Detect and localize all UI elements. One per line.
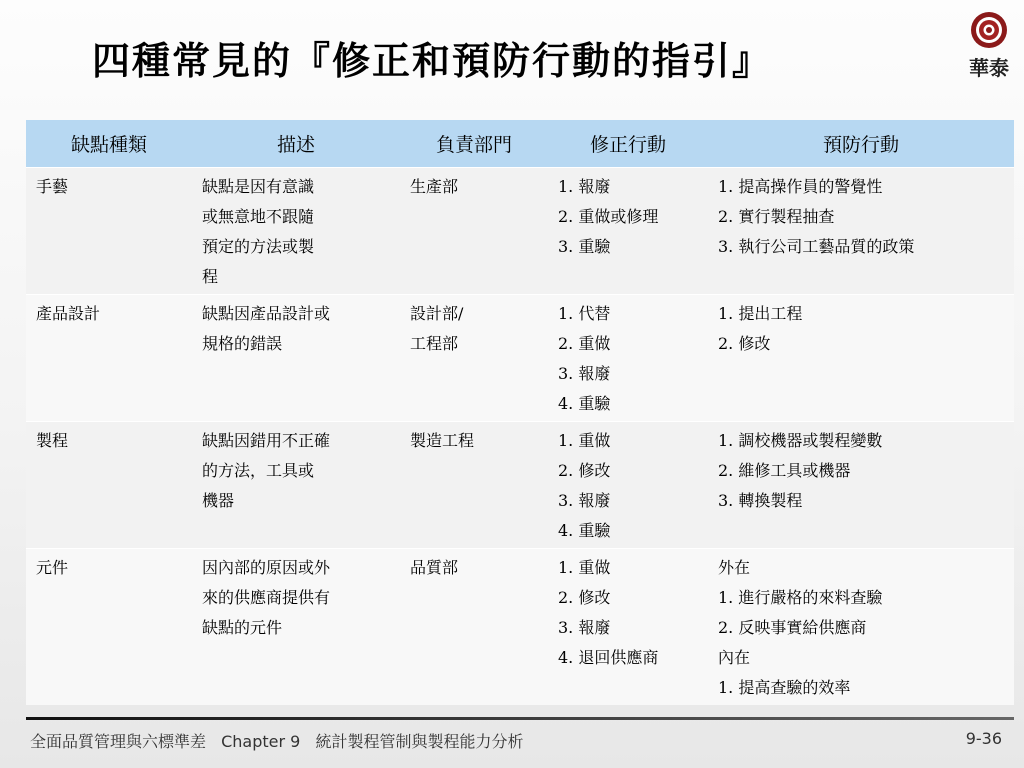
preventive-action-line: 2. 反映事實給供應商 xyxy=(718,618,867,637)
table-body xyxy=(26,168,1014,706)
preventive-action-line: 外在 xyxy=(718,558,751,577)
description-cell xyxy=(192,422,400,549)
footer-chapter: Chapter 9 xyxy=(221,732,301,751)
preventive-action-line: 1. 提出工程 xyxy=(718,304,803,323)
table-header-row xyxy=(26,120,1014,168)
footer-left xyxy=(30,729,523,752)
table-row xyxy=(26,549,1014,706)
header-description: 描述 xyxy=(192,120,400,168)
description-line: 預定的方法或製 xyxy=(202,237,315,256)
preventive-action-line: 1. 提高操作員的警覺性 xyxy=(718,177,883,196)
description-line: 來的供應商提供有 xyxy=(202,588,331,607)
corrective-action-line: 3. 報廢 xyxy=(558,491,611,510)
corrective-action-line: 2. 修改 xyxy=(558,588,611,607)
defect-type-line: 製程 xyxy=(36,431,69,450)
corrective-action-line: 4. 重驗 xyxy=(558,521,611,540)
defect-type-cell xyxy=(26,422,192,549)
preventive-action-line: 1. 進行嚴格的來料查驗 xyxy=(718,588,883,607)
department-line: 設計部/ xyxy=(410,304,464,323)
description-line: 缺點的元件 xyxy=(202,618,283,637)
corrective-action-line: 2. 重做或修理 xyxy=(558,207,659,226)
department-cell xyxy=(400,422,548,549)
description-line: 規格的錯誤 xyxy=(202,334,283,353)
department-cell xyxy=(400,295,548,422)
footer-book-title: 全面品質管理與六標準差 xyxy=(30,732,207,751)
corrective-action-line: 1. 代替 xyxy=(558,304,611,323)
footer-page-number: 9-36 xyxy=(965,729,1002,748)
department-line: 工程部 xyxy=(410,334,459,353)
description-line: 或無意地不跟隨 xyxy=(202,207,315,226)
corrective-action-line: 3. 報廢 xyxy=(558,618,611,637)
preventive-action-cell xyxy=(708,168,1014,295)
description-line: 缺點因錯用不正確 xyxy=(202,431,331,450)
preventive-action-line: 2. 維修工具或機器 xyxy=(718,461,851,480)
action-guide-table xyxy=(26,120,1014,705)
description-cell xyxy=(192,295,400,422)
defect-type-cell xyxy=(26,549,192,706)
corrective-action-line: 1. 報廢 xyxy=(558,177,611,196)
department-cell xyxy=(400,549,548,706)
preventive-action-line: 內在 xyxy=(718,648,751,667)
preventive-action-cell xyxy=(708,295,1014,422)
logo-text: 華泰 xyxy=(969,56,1009,80)
corrective-action-cell xyxy=(548,549,708,706)
preventive-action-cell xyxy=(708,422,1014,549)
description-line: 機器 xyxy=(202,491,235,510)
concentric-ring-logo-icon xyxy=(969,10,1009,50)
description-line: 缺點因產品設計或 xyxy=(202,304,331,323)
corrective-action-line: 4. 退回供應商 xyxy=(558,648,659,667)
header-department: 負責部門 xyxy=(400,120,548,168)
corrective-action-cell xyxy=(548,168,708,295)
table-row xyxy=(26,422,1014,549)
department-line: 品質部 xyxy=(410,558,459,577)
preventive-action-line: 2. 實行製程抽查 xyxy=(718,207,835,226)
description-line: 的方法，工具或 xyxy=(202,461,315,480)
corrective-action-line: 3. 報廢 xyxy=(558,364,611,383)
corrective-action-cell xyxy=(548,295,708,422)
header-defect-type: 缺點種類 xyxy=(26,120,192,168)
footer-divider xyxy=(26,717,1014,720)
description-line: 因內部的原因或外 xyxy=(202,558,331,577)
corrective-action-line: 2. 重做 xyxy=(558,334,611,353)
corrective-action-line: 4. 重驗 xyxy=(558,394,611,413)
description-line: 缺點是因有意識 xyxy=(202,177,315,196)
corrective-action-cell xyxy=(548,422,708,549)
defect-type-line: 元件 xyxy=(36,558,69,577)
department-cell xyxy=(400,168,548,295)
logo xyxy=(958,10,1020,88)
description-line: 程 xyxy=(202,267,219,286)
preventive-action-line: 3. 執行公司工藝品質的政策 xyxy=(718,237,915,256)
table-row xyxy=(26,295,1014,422)
defect-type-cell xyxy=(26,295,192,422)
preventive-action-cell xyxy=(708,549,1014,706)
defect-type-cell xyxy=(26,168,192,295)
preventive-action-line: 2. 修改 xyxy=(718,334,771,353)
corrective-action-line: 2. 修改 xyxy=(558,461,611,480)
preventive-action-line: 1. 調校機器或製程變數 xyxy=(718,431,883,450)
department-line: 製造工程 xyxy=(410,431,475,450)
header-preventive-action: 預防行動 xyxy=(708,120,1014,168)
defect-type-line: 產品設計 xyxy=(36,304,101,323)
description-cell xyxy=(192,168,400,295)
department-line: 生產部 xyxy=(410,177,459,196)
table-row xyxy=(26,168,1014,295)
corrective-action-line: 1. 重做 xyxy=(558,431,611,450)
footer-chapter-title: 統計製程管制與製程能力分析 xyxy=(315,732,524,751)
preventive-action-line: 3. 轉換製程 xyxy=(718,491,803,510)
slide-title: 四種常見的『修正和預防行動的指引』 xyxy=(92,38,773,83)
corrective-action-line: 3. 重驗 xyxy=(558,237,611,256)
header-corrective-action: 修正行動 xyxy=(548,120,708,168)
defect-type-line: 手藝 xyxy=(36,177,69,196)
corrective-action-line: 1. 重做 xyxy=(558,558,611,577)
preventive-action-line: 1. 提高查驗的效率 xyxy=(718,678,851,697)
description-cell xyxy=(192,549,400,706)
